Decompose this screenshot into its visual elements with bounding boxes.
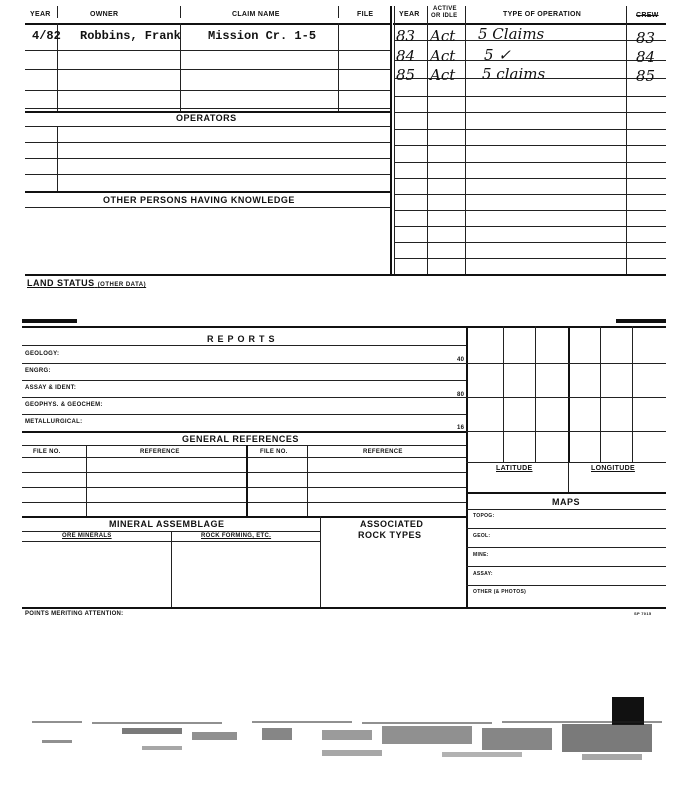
assay-ident-label: ASSAY & IDENT: — [25, 385, 77, 391]
longitude-label: LONGITUDE — [591, 465, 635, 472]
year-header-2: YEAR — [399, 11, 420, 18]
general-references-heading: GENERAL REFERENCES — [182, 434, 299, 444]
ore-minerals-header: ORE MINERALS — [62, 533, 112, 539]
op-type-3: 5 claims — [482, 65, 546, 83]
file-no-header-2: FILE NO. — [260, 449, 288, 455]
geology-label: GEOLOGY: — [25, 351, 60, 357]
op-crew-2: 84 — [636, 48, 656, 66]
points-meriting-attention-label: POINTS MERITING ATTENTION: — [25, 611, 124, 617]
map-geol: GEOL: — [473, 533, 491, 539]
land-status-heading: LAND STATUS (OTHER DATA) — [27, 278, 147, 288]
op-status-2: Act — [430, 47, 456, 65]
claim-name-header: CLAIM NAME — [232, 11, 280, 18]
op-crew-1: 83 — [636, 29, 656, 47]
type-of-operation-header: TYPE OF OPERATION — [503, 11, 582, 18]
year-header: YEAR — [30, 11, 51, 18]
claim-name: Mission Cr. 1-5 — [208, 29, 317, 43]
reports-heading: REPORTS — [207, 334, 279, 344]
latitude-label: LATITUDE — [496, 465, 533, 472]
geology-number: 40 — [457, 357, 465, 363]
claim-year: 4/82 — [32, 29, 61, 43]
owner-header: OWNER — [90, 11, 119, 18]
map-other-photos: OTHER (& PHOTOS) — [473, 589, 527, 595]
map-topog: TOPOG: — [473, 513, 495, 519]
crew-header: CREW — [636, 12, 659, 19]
geophys-geochem-label: GEOPHYS. & GEOCHEM: — [25, 402, 103, 408]
metallurgical-label: METALLURGICAL: — [25, 419, 83, 425]
reference-header: REFERENCE — [140, 449, 180, 455]
op-year-1: 83 — [396, 27, 416, 45]
engrg-label: ENGRG: — [25, 368, 51, 374]
maps-heading: MAPS — [552, 497, 581, 507]
active-header-line2: OR IDLE — [431, 13, 458, 19]
claim-owner: Robbins, Frank — [80, 29, 181, 43]
reference-header-2: REFERENCE — [363, 449, 403, 455]
op-type-2: 5 ✓ — [484, 46, 511, 64]
op-year-2: 84 — [396, 47, 416, 65]
file-header: FILE — [357, 11, 374, 18]
metallurgical-number: 16 — [457, 425, 465, 431]
associated-heading-line2: ROCK TYPES — [358, 530, 422, 540]
rock-forming-header: ROCK FORMING, ETC. — [201, 533, 272, 539]
file-no-header: FILE NO. — [33, 449, 61, 455]
map-assay: ASSAY: — [473, 571, 493, 577]
associated-heading-line1: ASSOCIATED — [360, 519, 424, 529]
op-status-1: Act — [430, 27, 456, 45]
form-number: SP 7015 — [634, 611, 652, 616]
op-type-1: 5 Claims — [478, 25, 545, 43]
operators-heading: OPERATORS — [176, 113, 237, 123]
other-persons-heading: OTHER PERSONS HAVING KNOWLEDGE — [103, 195, 295, 205]
geophys-number: 80 — [457, 392, 465, 398]
active-header-line1: ACTIVE — [433, 6, 457, 12]
mineral-assemblage-heading: MINERAL ASSEMBLAGE — [109, 519, 225, 529]
op-year-3: 85 — [396, 66, 416, 84]
map-mine: MINE: — [473, 552, 489, 558]
op-status-3: Act — [430, 66, 456, 84]
op-crew-3: 85 — [636, 67, 656, 85]
